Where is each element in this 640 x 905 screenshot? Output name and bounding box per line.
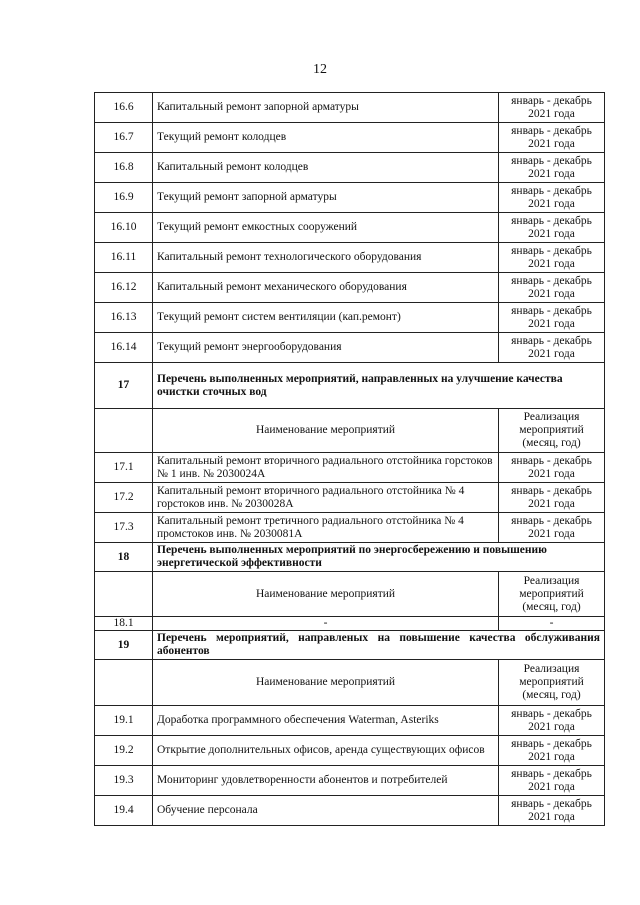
period-cell: январь - декабрь 2021 года [499, 736, 605, 766]
table-row [95, 483, 605, 513]
period-cell: январь - декабрь 2021 года [499, 183, 605, 213]
column-header-name: Наименование мероприятий [153, 572, 499, 617]
table-row [95, 213, 605, 243]
item-name: Обучение персонала [153, 796, 499, 826]
item-name: - [153, 617, 499, 631]
column-header-implementation: Реализация мероприятий (месяц, год) [499, 572, 605, 617]
table-row [95, 123, 605, 153]
section-number: 19 [95, 631, 153, 660]
item-name: Капитальный ремонт запорной арматуры [153, 93, 499, 123]
item-number: 16.14 [95, 333, 153, 363]
table-row [95, 453, 605, 483]
column-header-implementation: Реализация мероприятий (месяц, год) [499, 660, 605, 706]
period-cell: январь - декабрь 2021 года [499, 153, 605, 183]
item-number: 17.3 [95, 513, 153, 543]
item-name: Капитальный ремонт технологического оборудования [153, 243, 499, 273]
item-name: Текущий ремонт колодцев [153, 123, 499, 153]
table-row [95, 617, 605, 631]
item-name: Текущий ремонт запорной арматуры [153, 183, 499, 213]
section-header-row [95, 631, 605, 660]
section-title: Перечень выполненных мероприятий, направленных на улучшение качества очистки сточных вод [153, 363, 605, 409]
table-row [95, 153, 605, 183]
item-number: 19.1 [95, 706, 153, 736]
section-number: 18 [95, 543, 153, 572]
item-number: 18.1 [95, 617, 153, 631]
table-row [95, 333, 605, 363]
item-name: Капитальный ремонт механического оборудования [153, 273, 499, 303]
item-name: Капитальный ремонт вторичного радиального отстойника горстоков № 1 инв. № 2030024А [153, 453, 499, 483]
column-header-name: Наименование мероприятий [153, 409, 499, 453]
page-number: 12 [313, 62, 327, 77]
period-cell: январь - декабрь 2021 года [499, 453, 605, 483]
table-row [95, 243, 605, 273]
item-name: Мониторинг удовлетворенности абонентов и потребителей [153, 766, 499, 796]
item-name: Текущий ремонт систем вентиляции (кап.ремонт) [153, 303, 499, 333]
item-number: 17.1 [95, 453, 153, 483]
table-row [95, 736, 605, 766]
period-cell: январь - декабрь 2021 года [499, 513, 605, 543]
item-number: 16.7 [95, 123, 153, 153]
measures-table [94, 92, 605, 826]
item-number: 19.2 [95, 736, 153, 766]
period-cell: январь - декабрь 2021 года [499, 273, 605, 303]
period-cell: январь - декабрь 2021 года [499, 796, 605, 826]
item-number: 17.2 [95, 483, 153, 513]
column-header-implementation: Реализация мероприятий (месяц, год) [499, 409, 605, 453]
item-name: Доработка программного обеспечения Waterman, Asteriks [153, 706, 499, 736]
table-row [95, 706, 605, 736]
item-name: Капитальный ремонт вторичного радиального отстойника № 4 горстоков инв. № 2030028А [153, 483, 499, 513]
section-header-row [95, 543, 605, 572]
period-cell: январь - декабрь 2021 года [499, 766, 605, 796]
period-cell: январь - декабрь 2021 года [499, 706, 605, 736]
item-number: 16.12 [95, 273, 153, 303]
table-row [95, 93, 605, 123]
item-number: 16.10 [95, 213, 153, 243]
period-cell: январь - декабрь 2021 года [499, 213, 605, 243]
empty-cell [95, 572, 153, 617]
item-number: 16.13 [95, 303, 153, 333]
item-name: Текущий ремонт энергооборудования [153, 333, 499, 363]
period-cell: январь - декабрь 2021 года [499, 483, 605, 513]
table-row [95, 273, 605, 303]
period-cell: январь - декабрь 2021 года [499, 243, 605, 273]
table-row [95, 303, 605, 333]
table-row [95, 796, 605, 826]
section-title: Перечень выполненных мероприятий по энергосбережению и повышению энергетической эффективности [153, 543, 605, 572]
item-number: 16.6 [95, 93, 153, 123]
item-number: 19.3 [95, 766, 153, 796]
empty-cell [95, 409, 153, 453]
period-cell: - [499, 617, 605, 631]
item-number: 16.11 [95, 243, 153, 273]
column-header-row [95, 409, 605, 453]
section-header-row [95, 363, 605, 409]
item-name: Текущий ремонт емкостных сооружений [153, 213, 499, 243]
item-name: Капитальный ремонт колодцев [153, 153, 499, 183]
item-name: Капитальный ремонт третичного радиального отстойника № 4 промстоков инв. № 2030081А [153, 513, 499, 543]
table-row [95, 513, 605, 543]
column-header-row [95, 660, 605, 706]
period-cell: январь - декабрь 2021 года [499, 123, 605, 153]
item-number: 16.9 [95, 183, 153, 213]
item-number: 19.4 [95, 796, 153, 826]
section-number: 17 [95, 363, 153, 409]
item-name: Открытие дополнительных офисов, аренда существующих офисов [153, 736, 499, 766]
column-header-name: Наименование мероприятий [153, 660, 499, 706]
table-row [95, 766, 605, 796]
table-row [95, 183, 605, 213]
period-cell: январь - декабрь 2021 года [499, 303, 605, 333]
column-header-row [95, 572, 605, 617]
item-number: 16.8 [95, 153, 153, 183]
period-cell: январь - декабрь 2021 года [499, 333, 605, 363]
empty-cell [95, 660, 153, 706]
section-title: Перечень мероприятий, направленых на повышение качества обслуживания абонентов [153, 631, 605, 660]
period-cell: январь - декабрь 2021 года [499, 93, 605, 123]
